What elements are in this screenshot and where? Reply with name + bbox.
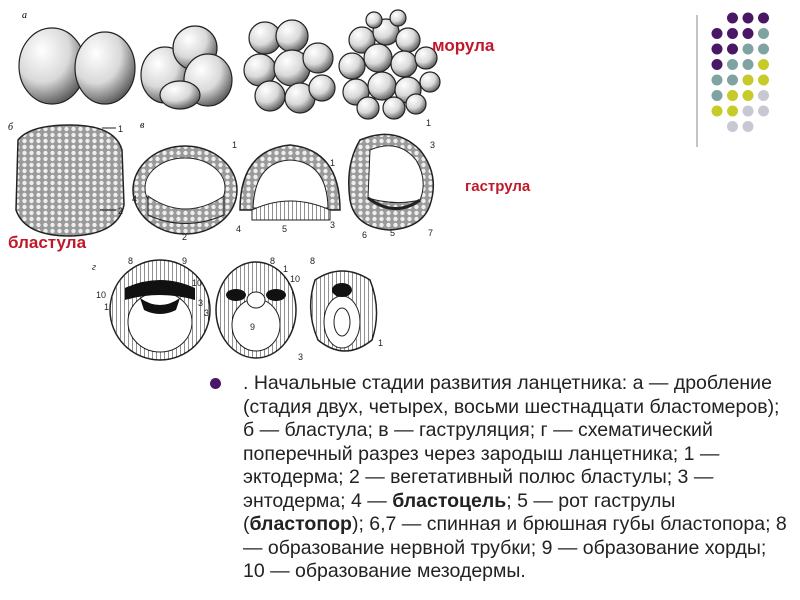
gastrula-label: гаструла (465, 178, 531, 195)
caption-term-blastopore: бластопор (249, 513, 352, 535)
blastula-figure (16, 125, 124, 236)
decorative-dot (758, 28, 769, 39)
fig-number-7: 7 (428, 228, 434, 238)
fig-number-1: 1 (283, 264, 289, 274)
caption-term-blastocoel: бластоцель (392, 489, 507, 512)
fig-number-6: 6 (362, 230, 368, 240)
figure-caption (243, 372, 788, 584)
cross-section-figure-2 (216, 262, 296, 358)
morula-label: морула (432, 36, 495, 55)
gastrulation-figure-1 (133, 146, 237, 234)
fig-number-1: 1 (378, 338, 384, 348)
decorative-dot (712, 106, 723, 117)
decorative-dot (758, 75, 769, 86)
decorative-dot (712, 28, 723, 39)
fig-number-5: 5 (390, 228, 396, 238)
cleavage-figures (19, 10, 440, 119)
decorative-dot (712, 90, 723, 101)
decorative-dot (758, 44, 769, 55)
decorative-dot (758, 106, 769, 117)
fig-number-1: 1 (232, 140, 238, 150)
caption-text-1: . Начальные стадии развития ланцетника: а — дробление (стадия двух, четырех, восьми шестнадцати бластомеров); б — бластула; в — гаструляция; г — схематический поперечный разрез через зародыш ланцетника; 1 — эктодерма; 2 — вегетативный полюс бластулы; 3 — энтодерма; 4 — (243, 372, 780, 512)
fig-number-4: 4 (236, 224, 242, 234)
fig-number-8: 8 (128, 256, 134, 266)
panel-letter-b: б (8, 122, 14, 133)
decorative-dot (743, 13, 754, 24)
panel-letter-g: г (92, 262, 96, 273)
cross-section-figure-1 (110, 260, 210, 360)
decorative-dot (758, 13, 769, 24)
decorative-dot (712, 44, 723, 55)
fig-number-4: 4 (132, 194, 138, 204)
bullet-dot (210, 378, 221, 389)
fig-number-9: 9 (250, 322, 256, 332)
decorative-dot (727, 28, 738, 39)
decorative-dot (712, 75, 723, 86)
caption-text-3: ); 6,7 — спинная и брюшная губы бластопора; 8 — образование нервной трубки; 9 — образование хорды; 10 — образование мезодермы. (243, 513, 787, 582)
fig-number-9: 9 (182, 256, 188, 266)
decorative-dot (727, 13, 738, 24)
fig-number-10: 10 (96, 290, 107, 300)
blastula-label: бластула (8, 233, 87, 252)
decorative-dot (758, 59, 769, 70)
fig-number-1: 1 (104, 302, 110, 312)
decorative-dot (727, 44, 738, 55)
fig-number-10: 10 (290, 274, 301, 284)
decorative-dot (727, 59, 738, 70)
decorative-dot-grid (697, 13, 769, 148)
decorative-dot (758, 90, 769, 101)
decorative-dot (727, 75, 738, 86)
decorative-dot (727, 121, 738, 132)
fig-number-3: 3 (298, 352, 304, 362)
fig-number-1: 1 (426, 118, 432, 128)
decorative-dot (743, 90, 754, 101)
fig-number-3: 3 (198, 298, 204, 308)
decorative-dot (727, 106, 738, 117)
fig-number-2: 2 (118, 206, 124, 216)
fig-number-8: 8 (310, 256, 316, 266)
panel-letter-v: в (140, 120, 145, 131)
decorative-dot (743, 44, 754, 55)
decorative-dot (712, 59, 723, 70)
decorative-dot (727, 90, 738, 101)
fig-number-10: 10 (192, 278, 203, 288)
fig-number-3: 3 (204, 308, 210, 318)
fig-number-1: 1 (118, 124, 124, 134)
caption-text-2: ; 5 — рот гаструлы ( (243, 489, 676, 535)
decorative-dot (743, 75, 754, 86)
decorative-dot (743, 121, 754, 132)
fig-number-1: 1 (330, 158, 336, 168)
cross-section-figure-3 (311, 271, 377, 351)
decorative-dot (743, 106, 754, 117)
gastrulation-figure-2 (240, 145, 340, 220)
panel-letter-a: а (22, 10, 27, 21)
fig-number-3: 3 (430, 140, 436, 150)
gastrulation-figure-3 (349, 134, 434, 230)
fig-number-3: 3 (330, 220, 336, 230)
decorative-dot (743, 28, 754, 39)
fig-number-8: 8 (270, 256, 276, 266)
decorative-dot (743, 59, 754, 70)
fig-number-2: 2 (182, 232, 188, 242)
fig-number-5: 5 (282, 224, 288, 234)
